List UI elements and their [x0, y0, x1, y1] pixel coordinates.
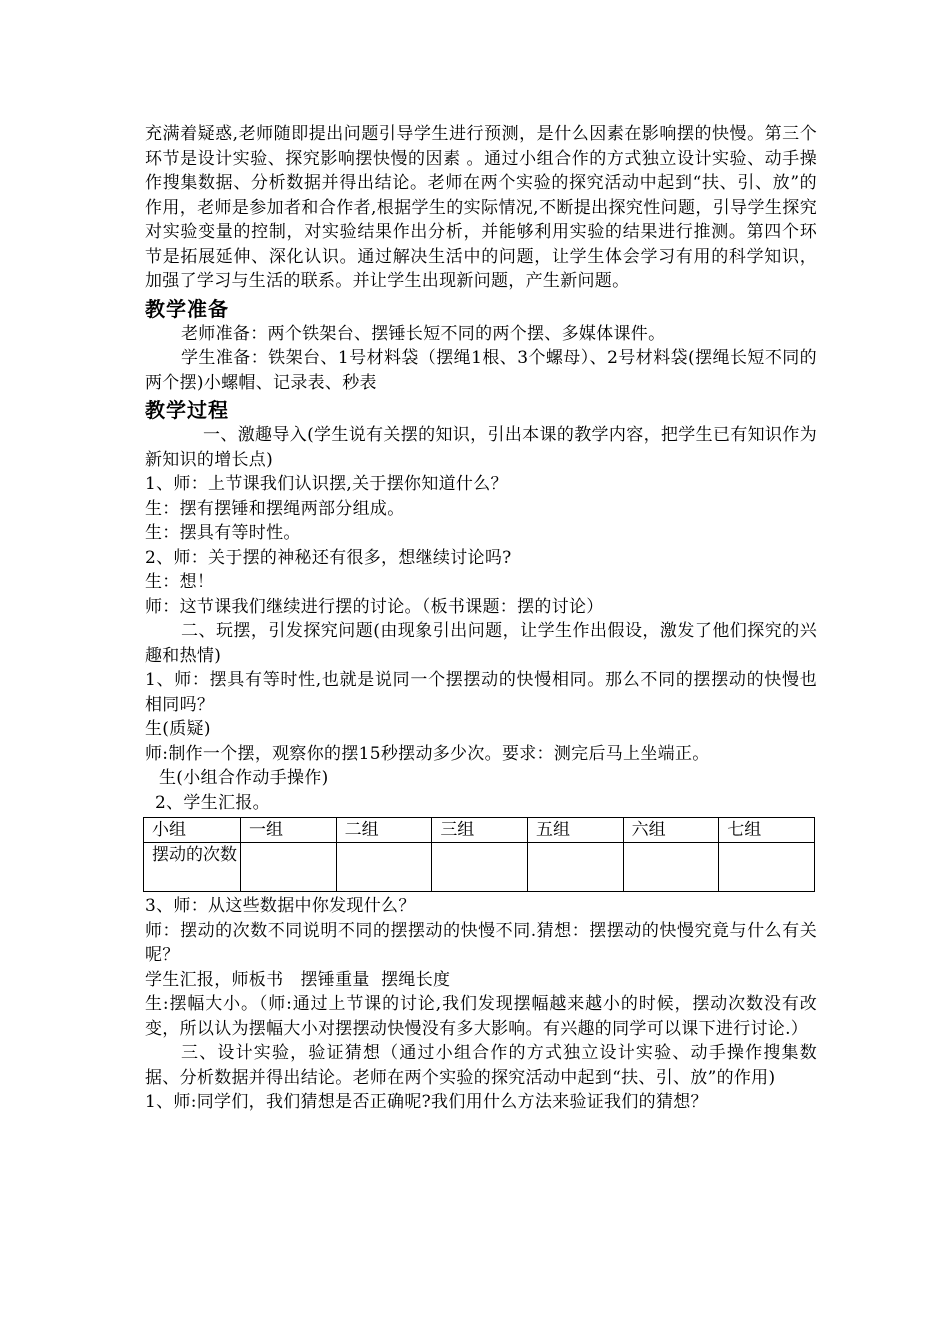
table-cell — [241, 843, 337, 892]
section-2-line-3: 师:制作一个摆，观察你的摆15秒摆动多少次。要求：测完后马上坐端正。 — [145, 743, 710, 764]
table-header-cell: 二组 — [336, 818, 432, 843]
heading-teaching-preparation: 教学准备 — [145, 296, 229, 321]
section-2-line-9: 生:摆幅大小。（师:通过上节课的讨论,我们发现摆幅越来越小的时候，摆动次数没有改变，所以认为摆幅大小对摆摆动快慢没有多大影响。有兴趣的同学可以课下进行讨论.） — [145, 994, 817, 1039]
table-cell — [432, 843, 528, 892]
section-2-line-8: 学生汇报，师板书 摆锤重量 摆绳长度 — [145, 969, 451, 990]
table-header-cell: 七组 — [719, 818, 815, 843]
section-2-line-1: 1、师：摆具有等时性,也就是说同一个摆摆动的快慢相同。那么不同的摆摆动的快慢也相同吗？ — [145, 670, 817, 715]
table-cell — [336, 843, 432, 892]
table-row — [144, 843, 815, 892]
table-cell — [719, 843, 815, 892]
section-1-line-2: 生：摆有摆锤和摆绳两部分组成。 — [145, 498, 405, 519]
section-3-line-1: 1、师:同学们，我们猜想是否正确呢?我们用什么方法来验证我们的猜想？ — [145, 1092, 708, 1112]
section-1-line-5: 生：想！ — [145, 572, 215, 592]
table-cell — [623, 843, 719, 892]
section-3-title: 三、设计实验，验证猜想（通过小组合作的方式独立设计实验、动手操作搜集数据、分析数据并得出结论。老师在两个实验的探究活动中起到“扶、引、放”的作用) — [145, 1043, 817, 1088]
section-2-line-4: 生(小组合作动手操作) — [159, 768, 329, 788]
table-cell — [527, 843, 623, 892]
table-header-row — [144, 818, 815, 843]
table-header-cell: 五组 — [527, 818, 623, 843]
prep-student: 学生准备：铁架台、1号材料袋（摆绳1根、3个螺母）、2号材料袋(摆绳长短不同的两个摆)小螺帽、记录表、秒表 — [145, 348, 817, 393]
section-1-title: 一、激趣导入(学生说有关摆的知识，引出本课的教学内容，把学生已有知识作为新知识的增长点) — [145, 425, 817, 470]
intro-paragraph: 充满着疑惑,老师随即提出问题引导学生进行预测，是什么因素在影响摆的快慢。第三个环节是设计实验、探究影响摆快慢的因素 。通过小组合作的方式独立设计实验、动手操作搜集数据、分析数据并得出结论。老师在两个实验的探究活动中起到“扶、引、放”的作用，老师是参加者和合作者,根据学生的实际情况,不断提出探究性问题，引导学生探究对实验变量的控制，对实验结果作出分析，并能够利用实验的结果进行推测。第四个环节是拓展延伸、深化认识。通过解决生活中的问题，让学生体会学习有用的科学知识，加强了学习与生活的联系。并让学生出现新问题，产生新问题。 — [145, 124, 817, 291]
table-header-cell: 三组 — [432, 818, 528, 843]
section-2-line-7: 师：摆动的次数不同说明不同的摆摆动的快慢不同.猜想：摆摆动的快慢究竟与什么有关呢？ — [145, 920, 817, 965]
section-1-line-6: 师：这节课我们继续进行摆的讨论。（板书课题：摆的讨论） — [145, 596, 604, 617]
heading-teaching-process: 教学过程 — [145, 398, 229, 422]
section-1-line-4: 2、师：关于摆的神秘还有很多，想继续讨论吗? — [145, 547, 512, 568]
section-2-line-5: 2、学生汇报。 — [155, 792, 270, 813]
section-2-title: 二、玩摆，引发探究问题(由现象引出问题，让学生作出假设，激发了他们探究的兴趣和热情) — [145, 621, 817, 666]
section-2-line-6: 3、师：从这些数据中你发现什么？ — [145, 896, 416, 916]
table-row-label: 摆动的次数 — [144, 843, 241, 892]
table-header-cell: 一组 — [241, 818, 337, 843]
table-header-cell: 六组 — [623, 818, 719, 843]
prep-teacher: 老师准备：两个铁架台、摆锤长短不同的两个摆、多媒体课件。 — [181, 323, 666, 344]
table-header-cell: 小组 — [144, 818, 241, 843]
section-1-line-1: 1、师：上节课我们认识摆,关于摆你知道什么？ — [145, 474, 508, 494]
section-2-line-2: 生(质疑) — [145, 719, 211, 739]
document-page — [145, 122, 817, 1115]
section-1-line-3: 生：摆具有等时性。 — [145, 523, 301, 543]
group-results-table — [143, 817, 815, 892]
